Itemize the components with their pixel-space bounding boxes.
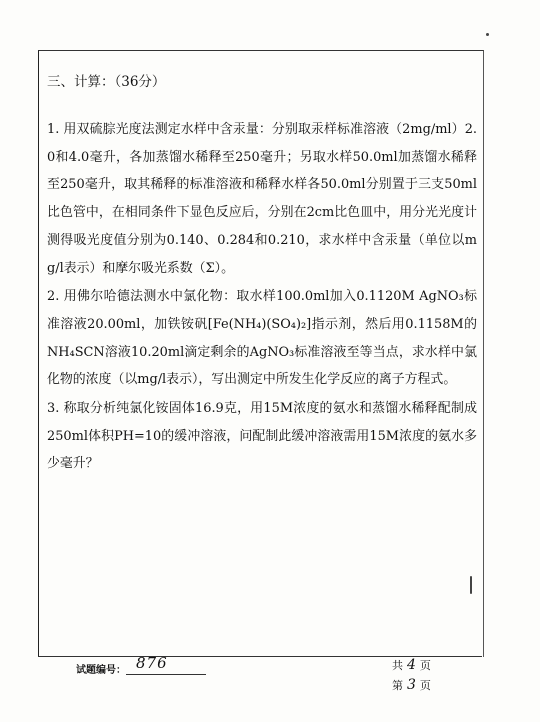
exam-code-label: 试题编号： — [76, 665, 126, 676]
page-footer — [60, 653, 480, 693]
exam-code-value: 876 — [136, 654, 168, 672]
page-number — [392, 677, 431, 693]
page-total — [392, 657, 431, 673]
question-3: 3. 称取分析纯氯化铵固体16.9克，用15M浓度的氨水和蒸馏水稀释配制成250ml体积PH=10的缓冲溶液，问配制此缓冲溶液需用15M浓度的氨水多少毫升？ — [47, 401, 477, 472]
exam-content — [47, 72, 477, 478]
page-number-suffix: 页 — [419, 679, 431, 692]
question-2: 2. 用佛尔哈德法测水中氯化物：取水样100.0ml加入0.1120M AgNO₃标准溶液20.00ml，加铁铵矾[Fe(NH₄)(SO₄)₂]指示剂，然后用0.1158M的NH₄SCN溶液10.20ml滴定剩余的AgNO₃标准溶液至等当点，求水样中氯化物的浓度（以mg/l表示），写出测定中所发生化学反应的离子方程式。 — [47, 289, 477, 388]
page-total-prefix: 共 — [392, 659, 403, 672]
section-title: 三、计算：（36分） — [47, 74, 166, 90]
exam-code-underline — [126, 674, 206, 675]
question-1: 1. 用双硫腙光度法测定水样中含汞量：分别取汞样标准溶液（2mg/ml）2.0和4.0毫升，各加蒸馏水稀释至250毫升；另取水样50.0ml加蒸馏水稀释至250毫升，取其稀释的标准溶液和稀释水样各50.0ml分别置于三支50ml比色管中，在相同条件下显色反应后，分别在2cm比色皿中，用分光光度计测得吸光度值分别为0.140、0.284和0.210，求水样中含汞量（单位以mg/l表示）和摩尔吸光系数（Σ）。 — [47, 122, 477, 276]
scan-speck — [486, 33, 489, 36]
page-total-suffix: 页 — [419, 659, 431, 672]
page-number-prefix: 第 — [392, 679, 403, 692]
page-total-number: 4 — [407, 657, 416, 673]
page-number-value: 3 — [407, 677, 416, 693]
scan-mark — [470, 576, 472, 594]
